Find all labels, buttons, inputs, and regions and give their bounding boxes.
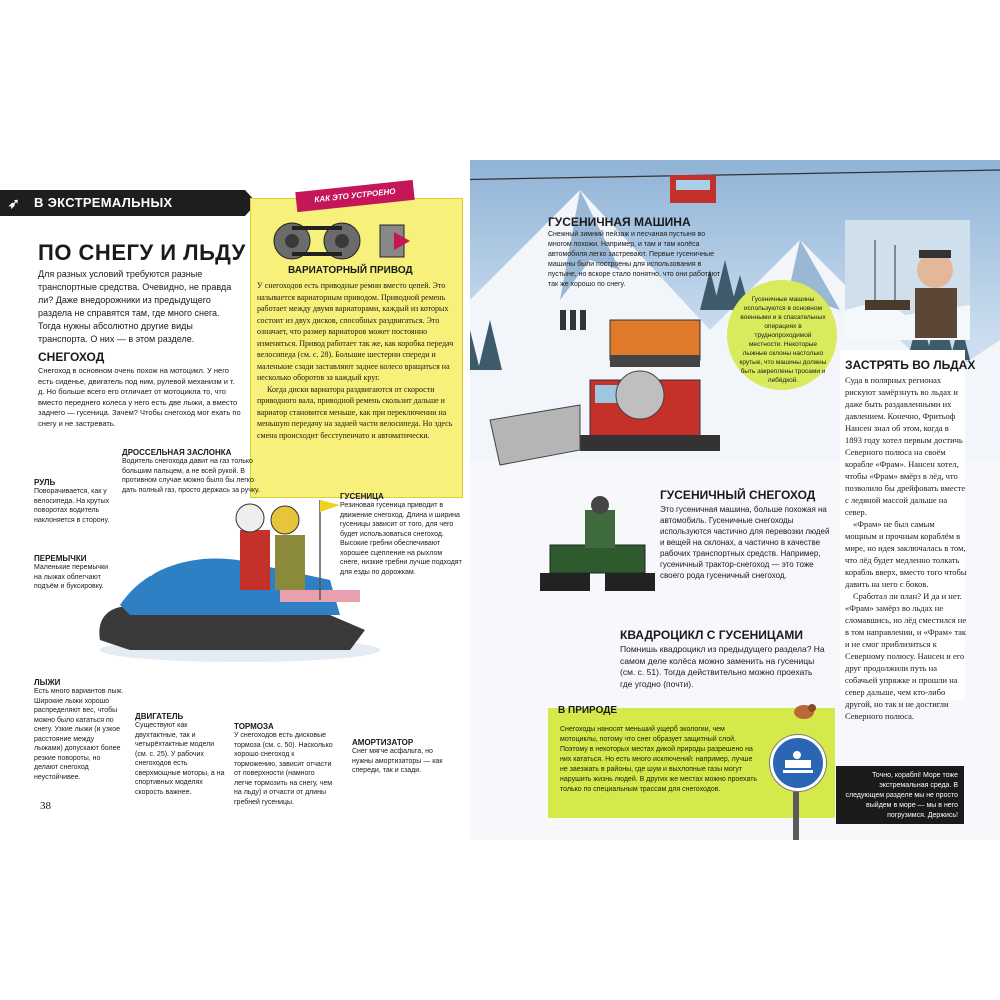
page-title: ПО СНЕГУ И ЛЬДУ <box>38 240 246 265</box>
engine-callout <box>135 712 225 797</box>
variator-text <box>257 280 457 441</box>
stuck-text-p3: Сработал ли план? И да и нет. «Фрам» замёрз во льдах не сломавшись, но лёд сместился не в том направлении, и «Фрам» так и не смог приблизиться к Северному полюсу. Нансен и его друг продолжили путь на собачьей упряжке и прошли на север дальше, чем кто-либо другой, но так и не достигли Северного полюса. <box>845 591 967 721</box>
rocket-icon: ➶ <box>8 195 21 211</box>
howto-ribbon: КАК ЭТО УСТРОЕНО <box>295 180 414 212</box>
book-spread <box>0 160 1000 840</box>
jumpers-text: Маленькие перемычки на лыжах облегчают подъём и буксировку. <box>34 564 109 590</box>
skis-callout <box>34 678 124 782</box>
stuck-text <box>845 374 967 722</box>
intro-text: Для разных условий требуются разные транспортные средства. Очевидно, не правда ли? Даже внедорожники из предыдущего раздела не справятся там, где много снега. Тогда нужны абсолютно другие виды транспорта. О них — в этом разделе. <box>38 269 232 344</box>
skis-text: Есть много вариантов лыж. Широкие лыжи хорошо распределяют вес, чтобы можно было кататься по снегу. Узкие лыжи (и узкое расстояние между лыжами) допускают более резкие повороты, но делают снегоход неустойчивее. <box>34 688 124 781</box>
nansen-ship-illustration <box>845 220 970 340</box>
tracked-quad-illustration <box>535 495 665 615</box>
snowmobile-illustration <box>90 490 380 670</box>
section-header <box>0 190 245 236</box>
track-text: Резиновая гусеница приводит в движение снегоход. Длина и ширина гусеницы зависит от того, для чего будет использоваться снегоход. Высокие гребни обеспечивают хорошее сцепление на рыхлом снеге, низкие гребни лучше подходят для езды по дорожкам. <box>340 502 462 576</box>
jumpers-callout <box>34 554 114 592</box>
shock-heading: АМОРТИЗАТОР <box>352 738 414 747</box>
handlebar-heading: РУЛЬ <box>34 478 56 487</box>
skis-heading: ЛЫЖИ <box>34 678 61 687</box>
brakes-callout <box>234 722 334 807</box>
nature-heading: В ПРИРОДЕ <box>558 705 618 716</box>
handlebar-callout <box>34 478 124 525</box>
handlebar-text: Поворачивается, как у велосипеда. На крутых поворотах водитель наклоняется в сторону. <box>34 488 110 524</box>
shock-callout <box>352 738 452 776</box>
variator-text-p2: Когда диски вариатора раздвигаются от скорости приводного вала, приводной ремень скользит дальше и вариатор становится меньше, как при переключении на меньшую передачу на задней части велосипеда. Но здесь смена происходит бесступенчато и автоматически. <box>257 384 453 440</box>
snowmobile-sign-icon <box>770 735 826 791</box>
nature-text: Снегоходы наносят меньший ущерб экологии, чем мотоциклы, потому что снег образует защитный слой. Поэтому в некоторых местах дикой природы разрешено на них кататься. Но есть много исключений: например, лучше не заезжать в районы, где шум и выхлопные газы могут нарушить жизнь людей. В других же местах можно проехать только по специальным трассам для снегоходов. <box>560 726 758 793</box>
stuck-text-p2: «Фрам» не был самым мощным и прочным кораблём в мире, но идея заключалась в том, что лёд будет медленно толкать корабль вверх, вместо того чтобы давить на него с боков. <box>845 519 967 589</box>
engine-text: Существуют как двухтактные, так и четырёхтактные модели (см. с. 25). У рабочих снегоходов есть сверхмощные моторы, а на спортивных моделях скорость важнее. <box>135 722 225 796</box>
track-callout <box>340 492 462 577</box>
throttle-heading: ДРОССЕЛЬНАЯ ЗАСЛОНКА <box>122 448 232 457</box>
snowmobile-text: Снегоход в основном очень похож на мотоцикл. У него есть сиденье, двигатель под ним, рулевой механизм и т. д. Но больше всего его отличает от мотоцикла то, что вместо переднего колеса у него есть две лыжи, а вместо заднего — гусеница. Зачем? Чтобы снегоход мог ехать по снегу и не застревать. <box>38 366 241 428</box>
track-heading: ГУСЕНИЦА <box>340 492 384 501</box>
throttle-callout <box>122 448 262 495</box>
variator-heading: ВАРИАТОРНЫЙ ПРИВОД <box>288 265 413 276</box>
brakes-heading: ТОРМОЗА <box>234 722 274 731</box>
section-header-label: В ЭКСТРЕМАЛЬНЫХ УСЛОВИЯХ <box>34 195 173 236</box>
snowmobile-heading: СНЕГОХОД <box>38 350 105 364</box>
quad-text: Помнишь квадроцикл из предыдущего раздела? На самом деле колёса можно заменить на гусеницы (см. с. 51). Тогда действительно можно проехать где угодно (почти). <box>620 644 825 689</box>
tracked-snowmobile-text: Это гусеничная машина, больше похожая на автомобиль. Гусеничные снегоходы используются частично для перевозки людей и вещей на склонах, а частично в качестве рабочих транспортных средств. Например, гусеничный трактор-снегоход — это тоже своего рода гусеничный снегоход. <box>660 505 830 580</box>
tracked-machine-heading: ГУСЕНИЧНАЯ МАШИНА <box>548 215 691 229</box>
stuck-text-p1: Суда в полярных регионах рискуют замёрзнуть во льдах и даже быть раздавленными их давлением. Конечно, Фритьоф Нансен знал об этом, когда в 1893 году хотел первым достичь Северного полюса на своём корабле «Фрам». Нансен хотел, чтобы «Фрам» вмёрз в лёд, что позволило бы дрейфовать вместе с ледяной массой дальше на север. <box>845 375 966 517</box>
page-number: 38 <box>40 800 51 812</box>
green-note-text: Гусеничные машины используются в основном военными и в спасательных операциях в труднопроходимой местности. Некоторые лыжные склоны настолько крутые, что машины должны быть закреплены тросами и лебёдкой. <box>739 296 827 384</box>
stuck-heading: ЗАСТРЯТЬ ВО ЛЬДАХ <box>845 358 976 372</box>
quad-heading: КВАДРОЦИКЛ С ГУСЕНИЦАМИ <box>620 628 803 642</box>
brakes-text: У снегоходов есть дисковые тормоза (см. с. 50). Насколько хорошо снегоход к торможению, зависит отчасти от поверхности (намного легче тормозить на снегу, чем на льду) и отчасти от длины гребней гусеницы. <box>234 732 333 806</box>
variator-disks-illustration <box>270 220 420 262</box>
throttle-text: Водитель снегохода давит на газ только большим пальцем, а не всей рукой. В противном случае можно было бы легко дать полный газ, просто держась за ручку. <box>122 458 260 494</box>
bird-icon <box>790 700 820 722</box>
variator-text-p1: У снегоходов есть приводные ремни вместо цепей. Это называется вариаторным приводом. Приводной ремень работает между двумя вариаторами, каждый из которых состоит из двух дисков, способных раздвигаться. Это означает, что размер вариаторов может постоянно изменяться. Привод работает так же, как коробка передач велосипеда (см. с. 28). Большие шестерни спереди и маленькие сзади заставляют заднее колесо вращаться на несколько оборотов за каждый круг. <box>257 281 454 382</box>
jumpers-heading: ПЕРЕМЫЧКИ <box>34 554 87 563</box>
tracked-vehicles-illustration <box>470 300 770 500</box>
shock-text: Снег мягче асфальта, но нужны амортизаторы — как спереди, так и сзади. <box>352 748 443 774</box>
tracked-snowmobile-heading: ГУСЕНИЧНЫЙ СНЕГОХОД <box>660 488 816 502</box>
tracked-machine-text: Снежный зимний пейзаж и песчаная пустыня во многом похожи. Например, и там и там колёса автомобиля легко застревают. Первые гусеничные машины были построены для использования в пустыне, но вскоре стало понятно, что они работают так же хорошо по снегу. <box>548 231 721 288</box>
teaser-box: Точно, кораблі! Море тоже экстремальная среда. В следующем разделе мы не просто выйдем в море — мы в него погрузимся. Держись! <box>836 766 964 824</box>
engine-heading: ДВИГАТЕЛЬ <box>135 712 184 721</box>
